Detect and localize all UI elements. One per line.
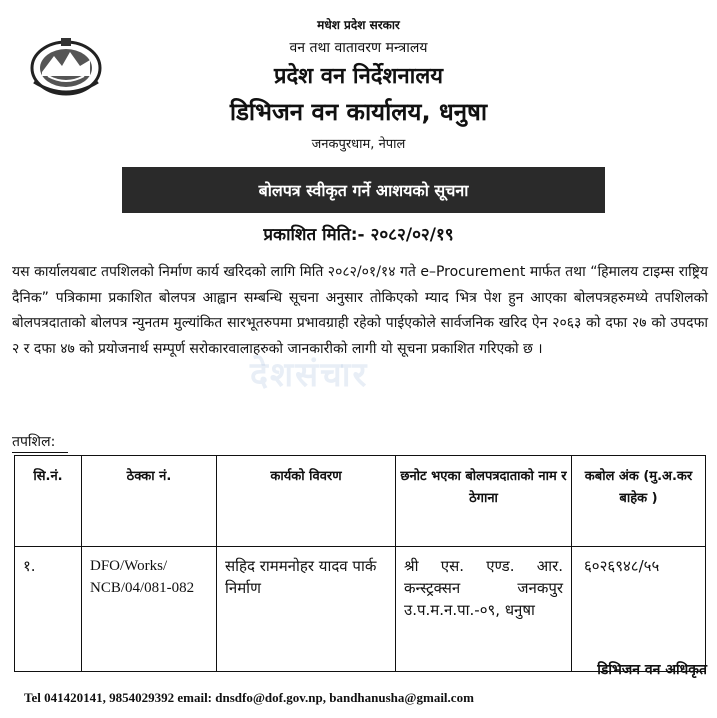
table-row bbox=[15, 547, 706, 672]
cell-serial: १. bbox=[15, 547, 82, 672]
header-serial: सि.नं. bbox=[15, 456, 82, 547]
cell-description: सहिद राममनोहर यादव पार्क निर्माण bbox=[217, 547, 396, 672]
watermark-text: देशसंचार bbox=[250, 355, 369, 395]
header-contract: ठेक्का नं. bbox=[82, 456, 217, 547]
office-name: डिभिजन वन कार्यालय, धनुषा bbox=[229, 98, 488, 126]
cell-contract: DFO/Works/ NCB/04/081-082 bbox=[82, 547, 217, 672]
published-date: प्रकाशित मिति:- २०८२/०२/१९ bbox=[263, 225, 454, 245]
header-bidder: छनोट भएका बोलपत्रदाताको नाम र ठेगाना bbox=[396, 456, 572, 547]
ministry-name: वन तथा वातावरण मन्त्रालय bbox=[289, 40, 428, 56]
bid-table bbox=[14, 455, 706, 672]
header-amount: कबोल अंक (मु.अ.कर बाहेक ) bbox=[572, 456, 706, 547]
directorate-name: प्रदेश वन निर्देशनालय bbox=[273, 64, 444, 89]
office-location: जनकपुरधाम, नेपाल bbox=[311, 137, 406, 152]
table-label: तपशिल: bbox=[12, 434, 56, 450]
contact-footer: Tel 041420141, 9854029392 email: dnsdfo@dof.gov.np, bandhanusha@gmail.com bbox=[24, 690, 474, 705]
notice-title: बोलपत्र स्वीकृत गर्ने आशयको सूचना bbox=[258, 181, 469, 200]
table-header-row bbox=[15, 456, 706, 547]
signatory: डिभिजन वन अधिकृत bbox=[597, 662, 707, 678]
table-label-underline bbox=[12, 452, 68, 453]
header-description: कार्यको विवरण bbox=[217, 456, 396, 547]
cell-amount: ६०२६९४८/५५ bbox=[572, 547, 706, 672]
government-name: मधेश प्रदेश सरकार bbox=[317, 18, 400, 32]
notice-body: यस कार्यालयबाट तपशिलको निर्माण कार्य खरिदको लागि मिति २०८२/०१/१४ गते e–Procurement मार्फत तथा “हिमालय टाइम्स राष्ट्रिय दैनिक” पत्रिकामा प्रकाशित बोलपत्र आह्वान सम्बन्धि सूचना अनुसार तोकिएको म्याद भित्र पेश हुन आएका बोलपत्रहरुमध्ये तपशिलको बोलपत्रदाताको बोलपत्र न्युनतम मुल्यांकित सारभूतरुपमा प्रभावग्राही रहेको पाईएकोले सार्वजनिक खरिद ऐन २०६३ को दफा २७ को उपदफा २ र दफा ४७ को प्रयोजनार्थ सम्पूर्ण सरोकारवालाहरुको जानकारीको लागी यो सूचना प्रकाशित गरिएको छ । bbox=[12, 264, 708, 357]
cell-bidder: श्री एस. एण्ड. आर. कन्स्ट्रक्सन जनकपुर उ.प.म.न.पा.-०९, धनुषा bbox=[396, 547, 572, 672]
notice-title-banner bbox=[122, 167, 605, 213]
